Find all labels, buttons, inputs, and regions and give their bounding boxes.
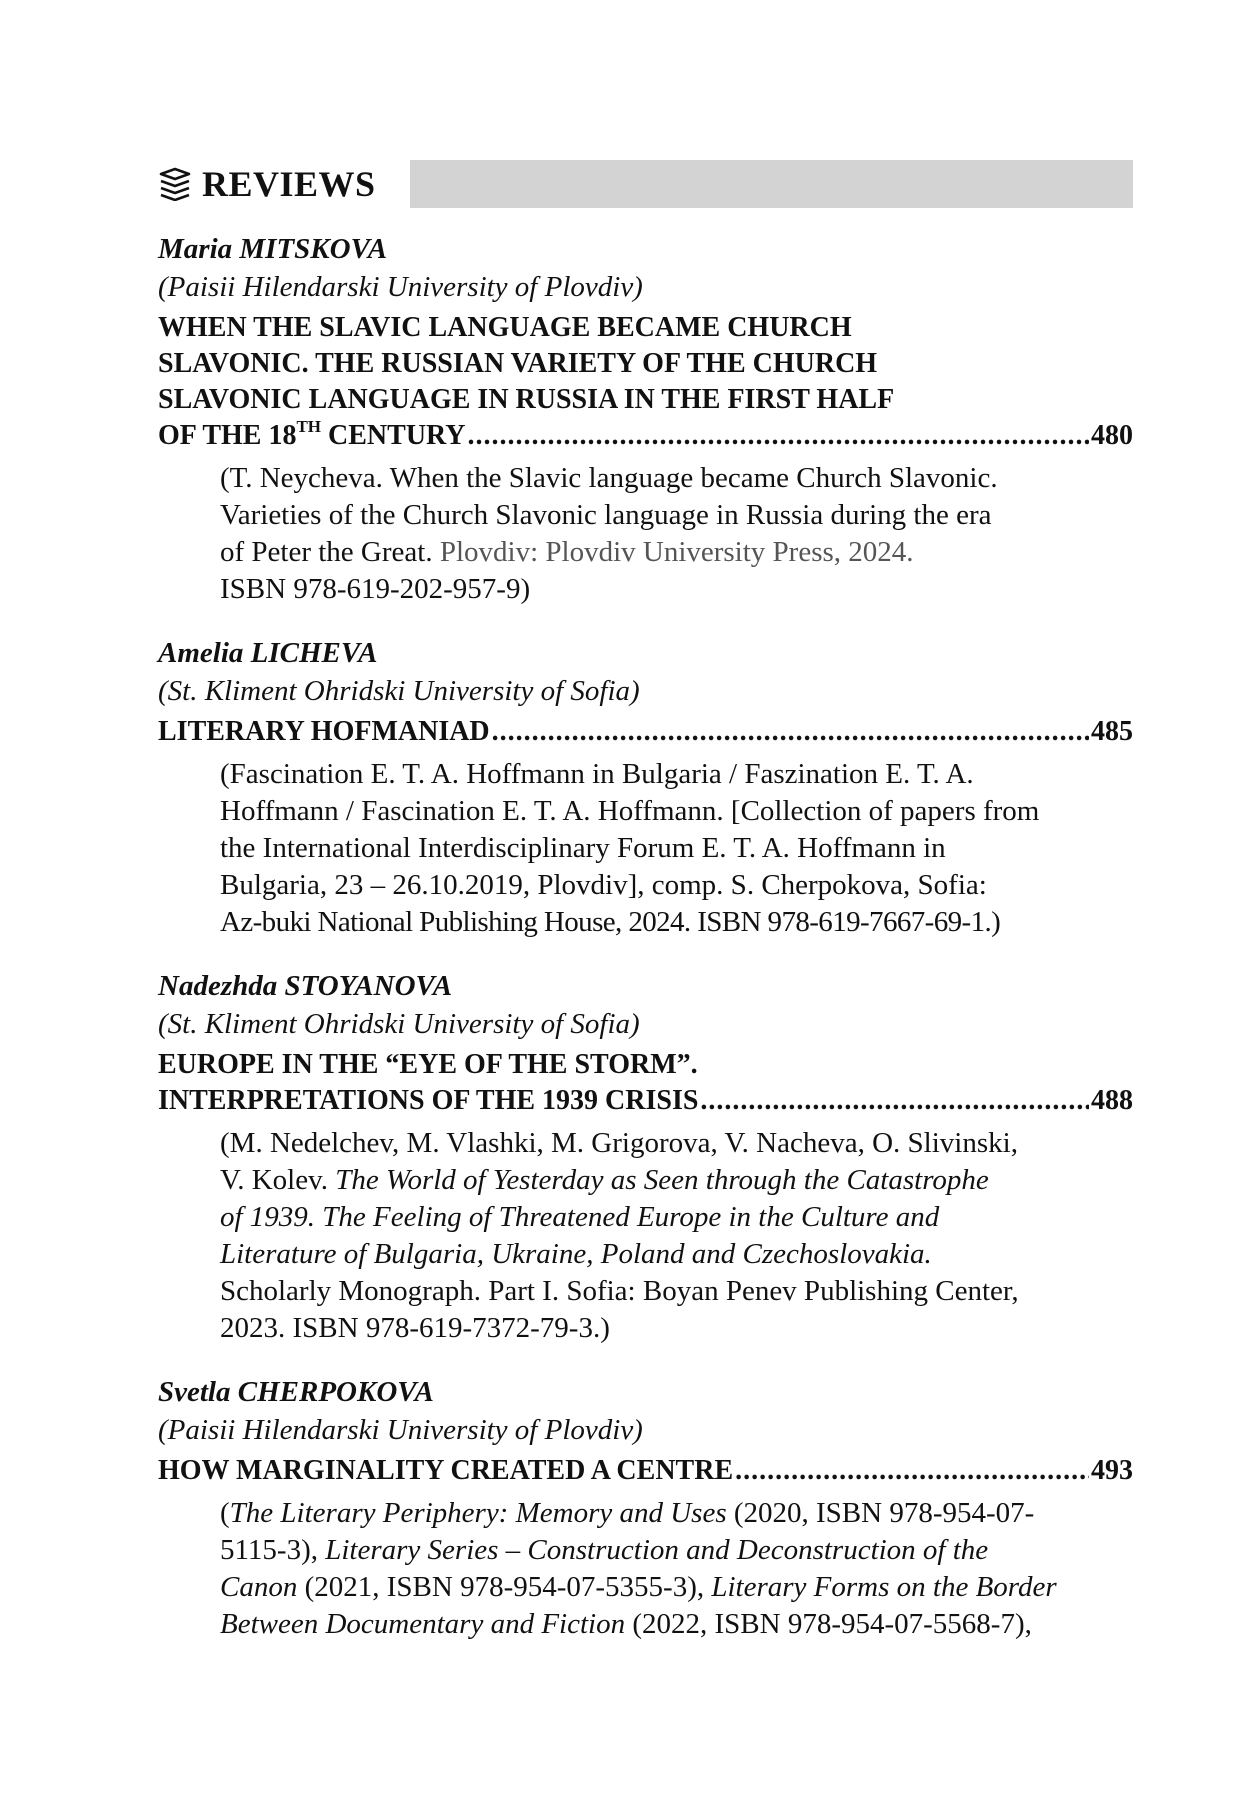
review-author: Nadezhda STOYANOVA (158, 970, 453, 1002)
review-affiliation: (St. Kliment Ohridski University of Sofia) (158, 675, 640, 707)
toc-line (158, 1453, 1133, 1489)
description-line (220, 1606, 1133, 1643)
review-title[interactable] (158, 1047, 1133, 1119)
description-text: ( (220, 1497, 230, 1529)
review-affiliation: (Paisii Hilendarski University of Plovdiv) (158, 271, 643, 303)
review-entry (158, 230, 1133, 608)
section-divider-bar (410, 160, 1133, 208)
description-line (220, 1162, 1133, 1199)
description-text: of Peter the Great. (220, 536, 440, 568)
description-book-title: The World of Yesterday as Seen through the Catastrophe (335, 1164, 989, 1196)
description-text: (2021, ISBN 978-954-07-5355-3), (297, 1571, 712, 1603)
description-line (220, 1532, 1133, 1569)
description-text: V. Kolev. (220, 1164, 336, 1196)
page-number[interactable]: 488 (1091, 1085, 1133, 1116)
description-text: (2020, ISBN 978-954-07- (726, 1497, 1035, 1529)
dot-leader (468, 418, 1089, 454)
description-line: Literature of Bulgaria, Ukraine, Poland and Czechoslovakia. (220, 1238, 932, 1270)
description-book-title: Between Documentary and Fiction (220, 1608, 626, 1640)
page-number[interactable]: 493 (1091, 1455, 1133, 1486)
toc-line (158, 1083, 1133, 1119)
review-description (158, 1495, 1133, 1643)
description-line (220, 1495, 1133, 1532)
review-title[interactable] (158, 714, 1133, 750)
review-title-line: EUROPE IN THE “EYE OF THE STORM”. (158, 1049, 698, 1080)
description-line: 2023. ISBN 978-619-7372-79-3.) (220, 1312, 610, 1344)
review-title-text: INTERPRETATIONS OF THE 1939 CRISIS (158, 1085, 699, 1116)
description-line: the International Interdisciplinary Forum E. T. A. Hoffmann in (220, 832, 946, 864)
review-entry (158, 1373, 1133, 1643)
review-title-line: SLAVONIC LANGUAGE IN RUSSIA IN THE FIRST HALF (158, 384, 895, 415)
review-title[interactable] (158, 310, 1133, 454)
section-header (158, 160, 1133, 208)
description-line: Varieties of the Church Slavonic language in Russia during the era (220, 499, 992, 531)
review-entry (158, 634, 1133, 941)
review-author: Maria MITSKOVA (158, 233, 388, 265)
review-title-line: SLAVONIC. THE RUSSIAN VARIETY OF THE CHURCH (158, 348, 878, 379)
page-number[interactable]: 480 (1091, 420, 1133, 451)
review-title-text: OF THE 18 (158, 420, 297, 451)
description-text: 5115-3), (220, 1534, 326, 1566)
dot-leader (700, 1083, 1089, 1119)
reviews-page (158, 160, 1133, 1669)
section-title: REVIEWS (202, 164, 376, 204)
description-line: (Fascination E. T. A. Hoffmann in Bulgaria / Faszination E. T. A. (220, 758, 974, 790)
review-title-line (158, 418, 466, 454)
review-author: Amelia LICHEVA (158, 637, 378, 669)
page-number[interactable]: 485 (1091, 716, 1133, 747)
description-line: Bulgaria, 23 – 26.10.2019, Plovdiv], comp. S. Cherpokova, Sofia: (220, 869, 987, 901)
review-description (158, 1125, 1133, 1347)
description-line (220, 534, 1133, 571)
description-book-title: Literary Series – Construction and Deconstruction of the (325, 1534, 989, 1566)
description-text: (2022, ISBN 978-954-07-5568-7), (625, 1608, 1032, 1640)
review-title-text: HOW MARGINALITY CREATED A CENTRE (158, 1455, 734, 1486)
review-entry (158, 967, 1133, 1347)
description-line: Az-buki National Publishing House, 2024. ISBN 978-619-7667-69-1.) (220, 906, 1001, 938)
dot-leader (492, 714, 1089, 750)
review-title-text: LITERARY HOFMANIAD (158, 716, 490, 747)
description-publisher: Plovdiv: Plovdiv University Press, 2024. (439, 536, 914, 568)
description-book-title: The Literary Periphery: Memory and Uses (229, 1497, 727, 1529)
review-description (158, 756, 1133, 941)
review-title-superscript: TH (296, 416, 322, 436)
toc-line (158, 714, 1133, 750)
dot-leader (735, 1453, 1089, 1489)
description-line: Hoffmann / Fascination E. T. A. Hoffmann. [Collection of papers from (220, 795, 1040, 827)
review-title-line: WHEN THE SLAVIC LANGUAGE BECAME CHURCH (158, 312, 852, 343)
review-title-text: CENTURY (321, 420, 466, 451)
review-affiliation: (St. Kliment Ohridski University of Sofia) (158, 1008, 640, 1040)
description-line: ISBN 978-619-202-957-9) (220, 573, 531, 605)
review-author: Svetla CHERPOKOVA (158, 1376, 434, 1408)
description-line: Scholarly Monograph. Part I. Sofia: Boyan Penev Publishing Center, (220, 1275, 1019, 1307)
books-icon (158, 167, 192, 201)
description-book-title: Canon (220, 1571, 298, 1603)
description-line: of 1939. The Feeling of Threatened Europe in the Culture and (220, 1201, 940, 1233)
description-line: (T. Neycheva. When the Slavic language became Church Slavonic. (220, 462, 998, 494)
description-line: (M. Nedelchev, M. Vlashki, M. Grigorova, V. Nacheva, O. Slivinski, (220, 1127, 1018, 1159)
description-book-title: Literary Forms on the Border (711, 1571, 1057, 1603)
toc-line (158, 418, 1133, 454)
review-description (158, 460, 1133, 608)
review-title[interactable] (158, 1453, 1133, 1489)
description-line (220, 1569, 1133, 1606)
review-affiliation: (Paisii Hilendarski University of Plovdiv) (158, 1414, 643, 1446)
